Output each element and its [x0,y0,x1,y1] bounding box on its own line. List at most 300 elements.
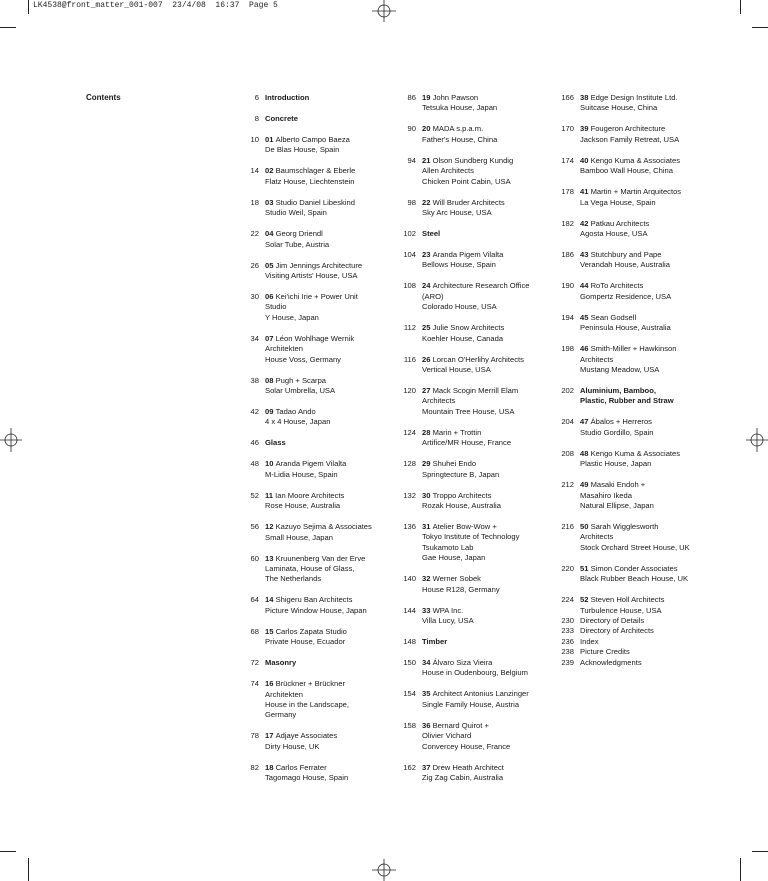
toc-project [422,470,562,480]
toc-architect [580,344,720,354]
toc-text: Artifice/MR House, France [422,438,512,448]
toc-project [580,292,720,302]
toc-page-number: 128 [403,459,416,469]
toc-text: Will Bruder Architects [432,197,505,207]
toc-entry-number: 03 [265,197,276,207]
toc-page-number: 64 [250,595,259,605]
toc-section-title: Plastic, Rubber and Straw [580,396,674,406]
toc-text: M-Lidia House, Spain [265,469,338,479]
toc-page-number: 174 [561,155,574,165]
toc-text: Villa Lucy, USA [422,616,474,625]
toc-project [265,208,405,218]
toc-entry-number: 40 [580,155,591,165]
toc-project [265,574,405,584]
toc-architect [265,334,405,344]
toc-entry-number: 37 [422,762,433,772]
toc-architect [580,219,720,229]
toc-text: Aranda Pigem Vilalta [275,459,347,469]
toc-text: Germany [265,710,297,720]
toc-architect [422,124,562,134]
toc-page-number: 238 [561,647,574,657]
toc-project [422,103,562,113]
toc-page-number: 52 [250,490,259,500]
toc-entry-number: 27 [422,386,433,395]
toc-project [580,491,720,501]
toc-entry-number: 12 [265,522,276,532]
toc-text: 4 x 4 House, Japan [265,417,331,427]
toc-project [422,501,562,511]
toc-page-number: 30 [250,292,259,301]
toc-page-number: 239 [561,657,574,667]
toc-project [265,564,405,574]
toc-entry-number: 15 [265,626,276,636]
toc-architect [580,480,720,490]
toc-project [580,428,720,438]
toc-project [580,574,720,584]
toc-text: House Voss, Germany [265,354,341,364]
toc-page-number: 208 [561,448,574,458]
toc-architect [422,574,562,584]
toc-page-number: 112 [403,323,416,333]
toc-project [265,470,405,480]
toc-architect [580,187,720,197]
toc-architect [580,93,720,103]
toc-section-title: Aluminium, Bamboo, [580,386,656,395]
toc-project [580,532,720,542]
toc-text: Brückner + Brückner [275,679,345,689]
toc-page-number: 46 [250,438,259,448]
toc-architect [422,428,562,438]
toc-text: Tagomago House, Spain [265,773,349,783]
toc-architect [265,595,405,605]
toc-text: Atelier Bow-Wow + [432,522,497,531]
toc-page-number: 136 [403,522,416,531]
toc-entry-number: 41 [580,187,591,197]
toc-architect [265,763,405,773]
toc-architect [580,313,720,323]
toc-text: The Netherlands [265,574,322,584]
toc-text: House in the Landscape, [265,700,350,709]
toc-text: Carlos Zapata Studio [275,626,347,636]
toc-text: Bernard Quirot + [432,720,489,730]
toc-project [265,710,405,720]
toc-project [422,773,562,783]
toc-text: Sean Godsell [590,312,637,322]
toc-project [580,355,720,365]
registration-mark-icon [372,859,396,881]
toc-page-number: 38 [250,375,259,385]
toc-text: Shigeru Ban Architects [275,595,353,605]
toc-text: Sarah Wigglesworth [590,522,659,531]
toc-entry-number: 28 [422,427,433,437]
toc-text: Agosta House, USA [580,229,648,238]
toc-entry-number: 02 [265,166,276,176]
toc-architect [265,229,405,239]
toc-project [580,229,720,239]
toc-project [422,177,562,187]
toc-entry-number: 31 [422,522,433,531]
toc-text: Pugh + Scarpa [275,375,327,385]
toc-text: Tokyo Institute of Technology [422,532,520,542]
toc-entry-number: 23 [422,250,433,259]
toc-architect [265,554,405,564]
toc-architect [265,522,405,532]
toc-text: Mustang Meadow, USA [580,365,660,374]
toc-text: MADA s.p.a.m. [432,124,484,134]
toc-text: Alberto Campo Baeza [275,135,350,144]
toc-page-number: 116 [403,354,416,364]
toc-entry-number: 35 [422,689,433,699]
toc-entry-number: 17 [265,731,276,741]
toc-section-title: Timber [422,637,448,646]
toc-page-number: 68 [250,626,259,636]
toc-page-number: 86 [407,93,416,102]
toc-entry-number: 09 [265,407,276,416]
toc-text: Sky Arc House, USA [422,208,492,217]
toc-text: Simon Conder Associates [590,563,678,573]
toc-project [265,606,405,616]
toc-entry-number: 06 [265,292,276,301]
toc-page-number: 48 [250,459,259,469]
toc-architect [580,156,720,166]
toc-architect [422,459,562,469]
toc-architect [422,721,562,731]
toc-page-number: 74 [250,679,259,689]
toc-page-number: 224 [561,595,574,605]
toc-project [422,302,562,312]
toc-architect [580,637,720,647]
toc-entry-number: 46 [580,344,591,354]
toc-section-title: Masonry [265,658,297,668]
toc-page-number: 94 [407,155,416,165]
toc-entry-number: 48 [580,448,591,458]
toc-entry-number: 45 [580,312,591,322]
toc-project [265,240,405,250]
toc-page-number: 202 [561,386,574,395]
toc-page-number: 120 [403,386,416,395]
toc-text: Aranda Pigem Vilalta [432,250,504,259]
toc-text: House R128, Germany [422,584,500,594]
toc-section-title: Glass [265,438,286,448]
toc-text: Kazuyo Sejima & Associates [275,522,372,532]
toc-entry-number: 32 [422,574,433,584]
toc-project [422,396,562,406]
toc-text: Architekten [265,689,303,699]
toc-text: Acknowledgments [580,657,642,667]
toc-project [265,177,405,187]
toc-architect [422,606,562,616]
toc-page-number: 182 [561,218,574,228]
toc-architect [580,449,720,459]
toc-text: Architekten [265,344,303,354]
toc-page-number: 212 [561,480,574,490]
toc-entry-number: 13 [265,553,276,563]
toc-page-number: 78 [250,731,259,741]
toc-text: Vertical House, USA [422,365,491,374]
toc-architect [422,93,562,103]
toc-entry-number: 10 [265,459,276,469]
toc-text: Drew Heath Architect [432,762,504,772]
toc-page-number: 230 [561,616,574,625]
toc-entry-number: 04 [265,229,276,239]
toc-project [422,260,562,270]
toc-text: Smith-Miller + Hawkinson [590,344,677,354]
toc-project [422,700,562,710]
toc-page-number: 204 [561,417,574,427]
toc-text: Studio [265,302,287,312]
toc-text: Bellows House, Spain [422,260,496,270]
toc-text: Olivier Vichard [422,731,472,741]
toc-project [422,438,562,448]
toc-page-number: 166 [561,93,574,102]
toc-text: Solar Tube, Austria [265,239,330,249]
toc-project [265,690,405,700]
toc-entry-number: 20 [422,124,433,134]
toc-entry-number: 34 [422,658,433,667]
toc-text: Chicken Point Cabin, USA [422,176,511,186]
toc-architect [422,491,562,501]
toc-page-number: 178 [561,187,574,197]
toc-project [422,532,562,542]
toc-text: Shuhei Endo [432,459,477,469]
toc-page-number: 158 [403,720,416,730]
toc-architect [580,522,720,532]
toc-entry-number: 36 [422,720,433,730]
toc-text: Visiting Artists' House, USA [265,271,358,280]
crop-mark [740,0,741,14]
toc-page-number: 154 [403,689,416,699]
toc-text: Flatz House, Liechtenstein [265,176,355,186]
toc-project [422,668,562,678]
toc-text: Picture Window House, Japan [265,605,367,615]
toc-text: Koehler House, Canada [422,333,504,343]
toc-entry-number: 16 [265,679,276,689]
toc-entry-number: 21 [422,155,433,165]
toc-architect [422,355,562,365]
toc-text: Turbulence House, USA [580,605,662,615]
toc-architect [422,156,562,166]
registration-mark-icon [746,428,768,452]
toc-project [265,145,405,155]
toc-page-number: 186 [561,250,574,259]
toc-text: Rose House, Australia [265,501,341,511]
toc-page-number: 102 [403,229,416,238]
toc-architect [265,407,405,417]
toc-entry-number: 18 [265,762,276,772]
toc-project [422,166,562,176]
toc-text: Zig Zag Cabin, Australia [422,773,504,782]
toc-entry-number: 49 [580,480,591,490]
toc-project [580,323,720,333]
toc-text: Private House, Ecuador [265,637,346,647]
toc-text: Mountain Tree House, USA [422,406,515,416]
toc-entry-number: 22 [422,197,433,207]
toc-text: Ian Moore Architects [275,490,345,500]
toc-architect [265,491,405,501]
toc-entry-number: 51 [580,563,591,573]
toc-page-number: 132 [403,490,416,500]
toc-page-number: 26 [250,260,259,270]
toc-page-number: 14 [250,166,259,176]
toc-entry-number: 52 [580,595,591,605]
toc-page-number: 8 [254,114,259,123]
toc-project [580,198,720,208]
toc-text: Georg Driendl [275,229,323,239]
toc-entry-number: 14 [265,595,276,605]
toc-section-title: Concrete [265,114,298,123]
toc-text: Directory of Details [580,616,645,625]
toc-architect [265,731,405,741]
toc-text: Olson Sundberg Kundig [432,155,514,165]
toc-page-number: 150 [403,658,416,667]
toc-page-number: 56 [250,522,259,532]
toc-page-number: 98 [407,197,416,207]
toc-project [580,103,720,113]
toc-page-number: 233 [561,626,574,636]
toc-text: RoTo Architects [590,281,644,291]
toc-project [580,543,720,553]
toc-entry-number: 19 [422,93,433,102]
toc-text: House in Oudenbourg, Belgium [422,668,528,678]
toc-architect [422,386,562,396]
toc-architect [265,459,405,469]
toc-project [422,616,562,626]
toc-text: Carlos Ferrater [275,762,327,772]
toc-entry-number: 24 [422,281,433,291]
toc-project [265,637,405,647]
toc-project [265,386,405,396]
toc-project [580,260,720,270]
toc-text: Tsukamoto Lab [422,542,474,552]
toc-project [265,533,405,543]
toc-entry-number: 42 [580,218,591,228]
registration-mark-icon [372,0,396,22]
toc-page-number: 34 [250,333,259,343]
toc-text: Troppo Architects [432,490,492,500]
toc-section-title: Introduction [265,93,310,102]
toc-text: Single Family House, Austria [422,699,520,709]
toc-page-number: 216 [561,522,574,531]
toc-page-number: 82 [250,762,259,772]
toc-text: Architects [580,354,614,364]
toc-architect [580,647,720,657]
crop-mark [0,851,16,852]
toc-text: Tadao Ando [275,407,316,416]
toc-entry-number: 08 [265,375,276,385]
toc-entry-number: 29 [422,459,433,469]
toc-architect [580,658,720,668]
toc-page-number: 198 [561,344,574,354]
toc-text: Springtecture B, Japan [422,469,500,479]
toc-text: De Blas House, Spain [265,145,340,155]
toc-text: Kei'ichi Irie + Power Unit [275,292,358,301]
toc-page-number: 60 [250,553,259,563]
toc-entry-number: 25 [422,323,433,333]
toc-text: Picture Credits [580,647,630,657]
toc-text: Dirty House, UK [265,741,320,751]
toc-project [265,501,405,511]
toc-project [580,459,720,469]
toc-text: Gompertz Residence, USA [580,291,672,301]
toc-entry-number: 44 [580,281,591,291]
toc-project [265,742,405,752]
toc-text: Peninsula House, Australia [580,323,671,333]
crop-mark [740,858,741,881]
toc-text: La Vega House, Spain [580,197,656,207]
toc-architect [422,658,562,668]
toc-architect [422,198,562,208]
toc-page-number: 190 [561,281,574,291]
toc-text: Mack Scogin Merrill Elam [432,386,519,395]
toc-architect [422,250,562,260]
toc-project [580,166,720,176]
toc-text: Steven Holl Architects [590,595,665,605]
toc-architect [580,417,720,427]
toc-project [265,773,405,783]
toc-entry-number: 47 [580,417,591,427]
toc-architect [422,323,562,333]
toc-text: Black Rubber Beach House, UK [580,574,689,584]
toc-architect [580,595,720,605]
toc-text: Convercey House, France [422,741,511,751]
contents-heading: Contents [86,93,121,102]
toc-project [580,501,720,511]
toc-text: Architect Antonius Lanzinger [432,689,529,699]
toc-page-number: 148 [403,637,416,646]
toc-text: Baumschlager & Eberle [275,166,356,176]
toc-architect [580,616,720,626]
toc-entry-number: 39 [580,124,591,134]
toc-text: Kengo Kuma & Associates [590,155,681,165]
toc-section-title: Steel [422,229,441,238]
toc-text: Studio Gordillo, Spain [580,427,654,437]
toc-architect [265,376,405,386]
toc-project [422,135,562,145]
toc-architect [265,627,405,637]
toc-text: Gae House, Japan [422,553,486,563]
toc-text: Léon Wohlhage Wernik [275,333,355,343]
toc-text: Masaki Endoh + [590,480,646,490]
toc-page-number: 144 [403,605,416,615]
toc-text: WPA Inc. [432,605,464,615]
toc-entry-number: 43 [580,250,591,259]
toc-text: Julie Snow Architects [432,323,505,333]
toc-project [422,365,562,375]
toc-project [422,585,562,595]
toc-architect [422,281,562,291]
toc-page-number: 220 [561,563,574,573]
toc-architect [265,166,405,176]
toc-text: Directory of Architects [580,626,654,636]
toc-page-number: 236 [561,636,574,646]
toc-project [422,292,562,302]
toc-text: Fougeron Architecture [590,124,666,134]
toc-page-number: 104 [403,250,416,259]
toc-text: Tetsuka House, Japan [422,103,498,113]
crop-mark [28,858,29,881]
crop-mark [752,851,768,852]
toc-project [422,407,562,417]
toc-project [265,302,405,312]
toc-project [422,742,562,752]
toc-page-number: 22 [250,229,259,239]
toc-architect [265,261,405,271]
toc-text: Studio Daniel Libeskind [275,197,355,207]
toc-text: Masahiro Ikeda [580,490,632,500]
toc-text: Edge Design Institute Ltd. [590,93,678,102]
toc-entry-number: 38 [580,93,591,102]
toc-page-number: 90 [407,124,416,134]
